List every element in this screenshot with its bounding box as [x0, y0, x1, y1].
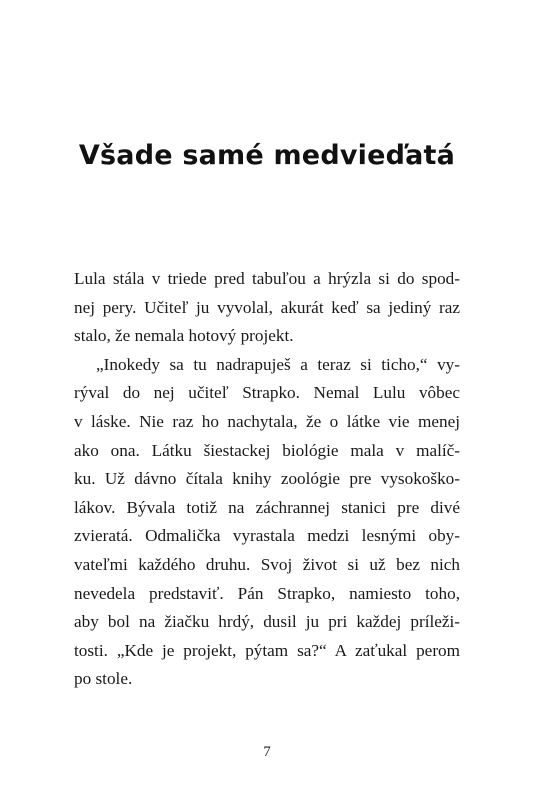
text-line: Lula stála v triede pred tabuľou a hrýzla si do spod- — [74, 269, 460, 288]
text-line: po stole. — [74, 669, 133, 689]
text-line: rýval do nej učiteľ Strapko. Nemal Lulu vôbec — [74, 383, 460, 403]
text-line: stalo, že nemala hotový projekt. — [74, 326, 294, 346]
chapter-title: Všade samé medvieďatá — [78, 140, 456, 171]
text-line: aby bol na žiačku hrdý, dusil ju pri každej príleži- — [74, 612, 460, 632]
paragraph-1 — [74, 265, 460, 351]
text-line: lákov. Bývala totiž na záchrannej stanici pre divé — [74, 497, 460, 517]
paragraph-2 — [74, 351, 460, 694]
body-text — [74, 265, 460, 694]
text-line: ku. Už dávno čítala knihy zoológie pre vysokoško- — [74, 469, 460, 489]
text-line: nevedela predstaviť. Pán Strapko, namiesto toho, — [74, 583, 460, 603]
text-line: v láske. Nie raz ho nachytala, že o látke vie menej — [74, 411, 460, 431]
text-line: zvieratá. Odmalička vyrastala medzi lesnými oby- — [74, 526, 460, 546]
text-line: vateľmi každého druhu. Svoj život si už bez nich — [74, 554, 460, 574]
text-line: ako ona. Látku šiestackej biológie mala v malíč- — [74, 440, 460, 460]
page-number: 7 — [263, 744, 271, 760]
text-line: tosti. „Kde je projekt, pýtam sa?“ A zaťukal perom — [74, 640, 460, 660]
text-line: nej pery. Učiteľ ju vyvolal, akurát keď sa jediný raz — [74, 297, 460, 317]
text-line: „Inokedy sa tu nadrapuješ a teraz si ticho,“ vy- — [96, 354, 460, 374]
